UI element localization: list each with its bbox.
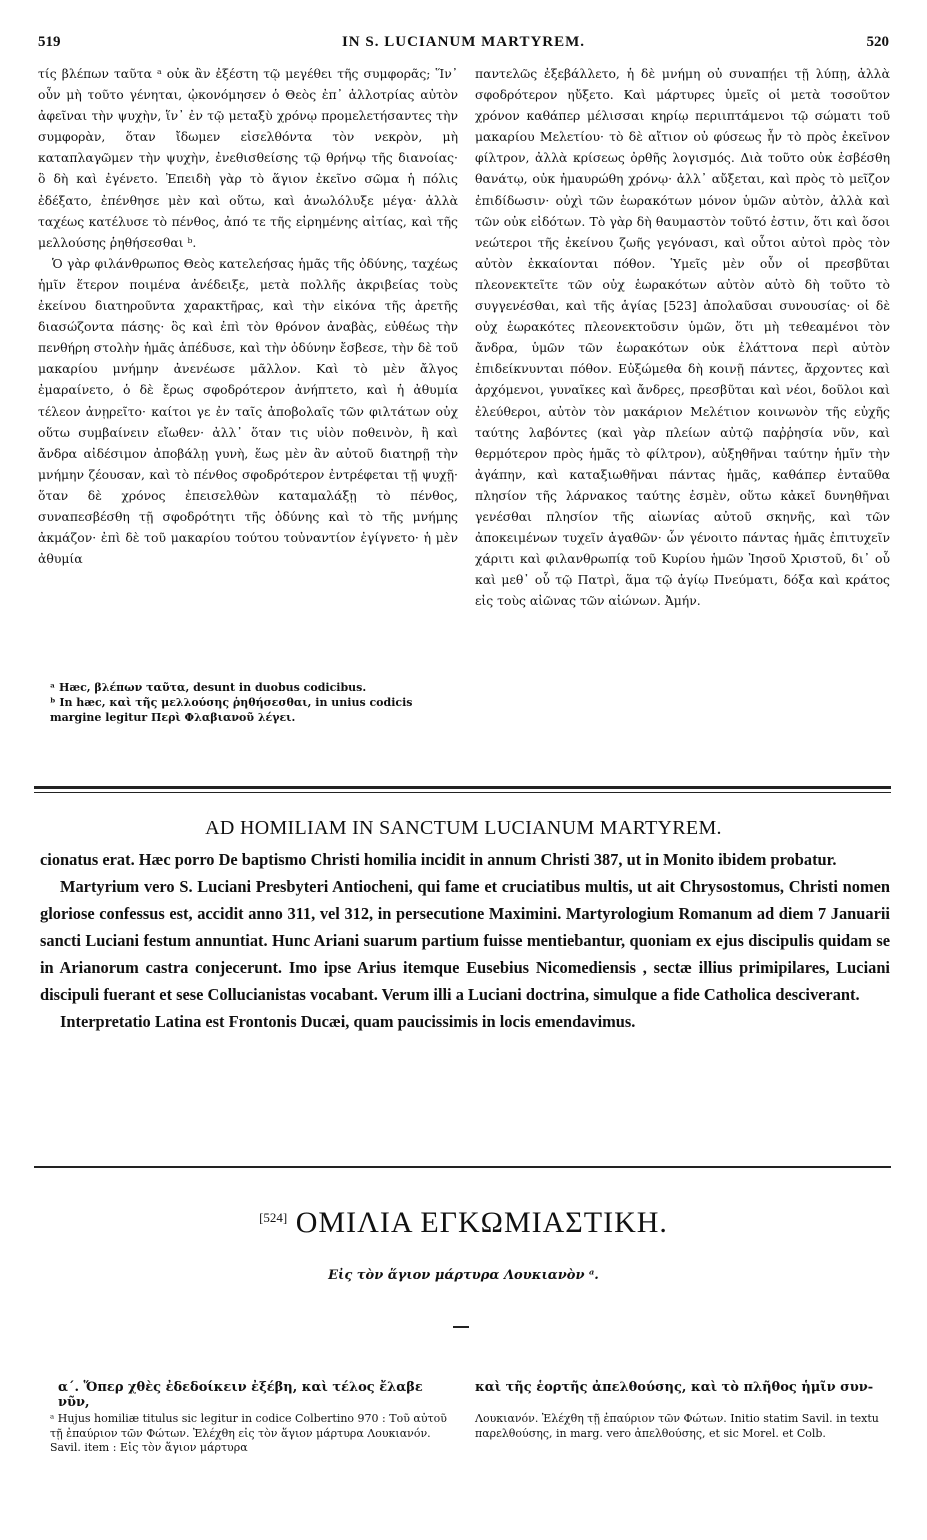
section-divider-thin [34,792,891,793]
right-greek-column [475,63,890,611]
monitum-title: AD HOMILIAM IN SANCTUM LUCIANUM MARTYREM. [205,817,722,839]
homily-footnote-left [50,1412,460,1456]
homily-footnote-a-cont: Λουκιανόν. Ἐλέχθη τῇ ἐπαύριον τῶν Φώτων. Initio statim Savil. in textu παρελθούσης, in marg. vero ἀπελθούσης, et sic Morel. et Colb. [475,1412,879,1440]
homily-title: ΟΜΙΛΙΑ ΕΓΚΩΜΙΑΣΤΙΚΗ. [295,1206,668,1239]
running-title: IN S. LUCIANUM MARTYREM. [341,34,586,50]
page-marker: [524] [259,1210,288,1225]
left-footnotes [50,680,455,725]
homily-footnote-right [475,1412,890,1441]
section-divider-thick [34,786,891,789]
left-greek-column [38,63,458,569]
footnote-b: ᵇ In hæc, καὶ τῆς μελλούσης ῥηθήσεσθαι, in unius codicis margine legitur Περὶ Φλαβιανοῦ λέγει. [50,696,413,724]
latin-paragraph-3: Interpretatio Latina est Frontonis Ducæi, quam paucissimis in locis emendavimus. [60,1012,636,1031]
footnote-a: ᵃ Hæc, βλέπων ταῦτα, desunt in duobus codicibus. [50,681,367,694]
page-number-left: 519 [38,34,61,50]
homily-footnote-a: ᵃ Hujus homiliæ titulus sic legitur in codice Colbertino 970 : Τοῦ αὐτοῦ τῇ ἐπαύριον τῶν Φώτων. Ἐλέχθη εἰς τὸν ἅγιον μάρτυρα Λουκιανόν. Savil. item : Εἰς τὸν ἅγιον μάρτυρα [50,1412,447,1454]
homily-subtitle: Εἰς τὸν ἅγιον μάρτυρα Λουκιανὸν ᵃ. [328,1268,599,1283]
page-number-right: 520 [866,34,889,50]
latin-monitum [40,846,890,1035]
homily-opening-right: καὶ τῆς ἑορτῆς ἀπελθούσης, καὶ τὸ πλῆθος ἡμῖν συν- [475,1380,874,1395]
greek-paragraph-3: παντελῶς ἐξεβάλλετο, ἡ δὲ μνήμη οὐ συναπῄει τῇ λύπῃ, ἀλλὰ σφοδρότερον ηὔξετο. Καὶ μάρτυρες ὑμεῖς οἱ μετὰ τοσοῦτον χρόνον καθάπερ μέλισσαι κηρίῳ περιιπτάμενοι τῷ σώματι τοῦ μακαρίου Μελετίου· τὸ δὲ αἴτιον οὐ φύσεως ἦν τὸ πρὸς ἐκεῖνον φίλτρον, ἀλλὰ κρίσεως ὀρθῆς λογισμός. Διὰ τοῦτο οὐκ ἐσβέσθη θανάτῳ, οὐκ ἠμαυρώθη χρόνῳ· ἀλλ᾽ αὔξεται, καὶ πρὸς τὸ μεῖζον ἐπιδίδωσιν· οὐχὶ τῶν ἑωρακότων μόνον ὑμῶν αὐτὸν, ἀλλὰ καὶ τῶν οὐκ εἰδότων. Τὸ γὰρ δὴ θαυμαστὸν τοῦτό ἐστιν, ὅτι καὶ ὅσοι νεώτεροι τῆς ἐκείνου ζωῆς γεγόνασι, καὶ οὗτοι αὐτοὶ πρὸς τὸν αὐτὸν ἐκκαίονται πόθον. Ὑμεῖς μὲν οὖν οἱ πρεσβῦται πλεονεκτεῖτε τῶν οὐχ ἑωρακότων αὐτὸν αὐτὸ δὴ τοῦτο τὸ συγγενέσθαι, καὶ τῆς ἁγίας [523] ἀπολαῦσαι συνουσίας· οἱ δὲ οὐχ ἑωρακότες πλεονεκτοῦσιν ὑμῶν, ὅτι μὴ τεθεαμένοι τὸν ἄνδρα, ὑμῶν τῶν ἑωρακότων οὐκ ἐλάττονα περὶ αὐτὸν ἐπιδείκνυνται πόθον. Εὐξώμεθα δὴ κοινῇ πάντες, ἄρχοντες καὶ ἀρχόμενοι, γυναῖκες καὶ ἄνδρες, πρεσβῦται καὶ νέοι, δοῦλοι καὶ ἐλεύθεροι, αὐτὸν τὸν μακάριον Μελέτιον κοινωνὸν τῆς εὐχῆς ταύτης λαβόντες (καὶ γὰρ πλείων αὐτῷ παῤῥησία νῦν, καὶ θερμότερον πρὸς ἡμᾶς τὸ φίλτρον), αὐξηθῆναι ταύτην ἡμῖν τὴν ἀγάπην, καὶ καταξιωθῆναι πάντας ἡμᾶς, καθάπερ ἐνταῦθα πλησίον τῆς λάρνακος ταύτης ἐσμὲν, οὕτω κἀκεῖ δυνηθῆναι γενέσθαι πλησίον τῆς αἰωνίας αὐτοῦ σκηνῆς, καὶ τῶν ἀποκειμένων τυχεῖν ἀγαθῶν· ὧν γένοιτο πάντας ἡμᾶς ἐπιτυχεῖν χάριτι καὶ φιλανθρωπίᾳ τοῦ Κυρίου ἡμῶν Ἰησοῦ Χριστοῦ, δι᾽ οὗ καὶ μεθ᾽ οὗ τῷ Πατρὶ, ἅμα τῷ ἁγίῳ Πνεύματι, δόξα καὶ κράτος εἰς τοὺς αἰῶνας τῶν αἰώνων. Ἀμήν. [475,66,890,609]
homily-opening-left: α΄. Ὅπερ χθὲς ἐδεδοίκειν ἐξέβη, καὶ τέλος ἔλαβε νῦν, [58,1380,423,1410]
running-header [38,34,889,54]
homily-title-block [0,1206,927,1240]
latin-paragraph-2: Martyrium vero S. Luciani Presbyteri Antiocheni, qui fame et cruciatibus multis, ut ait Chrysostomus, Christi nomen gloriose confessus est, accidit anno 311, vel 312, in persecutione Maximini. Martyrologium Romanum ad diem 7 Januarii sancti Luciani festum annuntiat. Hunc Ariani suarum partium fuisse mentiebantur, quoniam ex ejus discipulis quidam se in Arianorum castra conjecerunt. Imo ipse Arius itemque Eusebius Nicomediensis , sectæ illius primipilares, Luciani discipuli fuerant et sese Collucianistas vocabant. Verum illi a Luciani doctrina, simulque a fide Catholica desciverant. [40,877,890,1004]
ornamental-dash [453,1326,469,1328]
homily-divider [34,1166,891,1168]
greek-paragraph-2: Ὁ γὰρ φιλάνθρωπος Θεὸς κατελεήσας ἡμᾶς τῆς ὀδύνης, ταχέως ἡμῖν ἕτερον ποιμένα ἀνέδειξε, μετὰ πολλῆς ἀκριβείας τοὺς ἐκείνου διατηροῦντα χαρακτῆρας, καὶ τὴν εἰκόνα τῆς ἀρετῆς διασώζοντα πάσης· ὃς καὶ ἐπὶ τὸν θρόνον ἀναβὰς, εὐθέως τὴν πενθήρη στολὴν ἡμᾶς ἀπέδυσε, καὶ τὴν ὀδύνην ἔσβεσε, τὴν δὲ τοῦ μακαρίου μνήμην ἀνενέωσε μᾶλλον. Καὶ τὸ μὲν ἄλγος ἐμαραίνετο, ὁ δὲ ἔρως σφοδρότερον ἀνήπτετο, καὶ ἡ ἀθυμία τέλεον ἀνῃρεῖτο· καίτοι γε ἐν ταῖς ἀποβολαῖς τῶν φιλτάτων οὐχ οὕτω συμβαίνειν εἴωθεν· ἀλλ᾽ ὅταν τις υἱὸν ποθεινὸν, ἢ καὶ ἄνδρα αἰδέσιμον ἀποβάλῃ γυνὴ, ἕως μὲν ἂν αὐτοῦ διατηρῇ τὴν μνήμην ζέουσαν, καὶ τὸ πένθος σφοδρότερον ἐντρέφεται τῇ ψυχῇ· ὅταν δὲ χρόνος ἐπεισελθὼν καταμαλάξῃ τὸ πένθος, συναπεσβέσθη τῇ σφοδρότητι τῆς ὀδύνης καὶ τὸ τῆς μνήμης ἀκμάζον· ἐπὶ δὲ τοῦ μακαρίου τούτου τοὐναντίον ἐγίγνετο· ἡ μὲν ἀθυμία [38,255,458,567]
greek-paragraph-1: τίς βλέπων ταῦτα ᵃ οὐκ ἂν ἐξέστη τῷ μεγέθει τῆς συμφορᾶς; Ἵν᾽ οὖν μὴ τοῦτο γένηται, ᾠκονόμησεν ὁ Θεὸς ἐπ᾽ ἀλλοτρίας αὐτὸν ἀφεῖναι τὴν ψυχὴν, ἵν᾽ ἐν τῷ μεταξὺ χρόνῳ προμελετήσαντες τὴν συμφορὰν, ὅταν ἴδωμεν εἰσελθόντα τὸν νεκρὸν, μὴ καταπλαγῶμεν τὴν ψυχὴν, ἐνεθισθείσης τῷ θρήνῳ τῆς διανοίας· ὃ δὴ καὶ ἐγένετο. Ἐπειδὴ γὰρ τὸ ἅγιον ἐκεῖνο σῶμα ἡ πόλις ἐδέξατο, ἐπένθησε μὲν καὶ οὕτω, καὶ ἀνωλόλυξε μέγα· ἀλλὰ ταχέως κατέλυσε τὸ πένθος, ἀπό τε τῆς εἰρημένης αἰτίας, καὶ τῆς μελλούσης ῥηθήσεσθαι ᵇ. [38,66,458,250]
latin-paragraph-1: cionatus erat. Hæc porro De baptismo Christi homilia incidit in annum Christi 387, ut in Monito ibidem probatur. [40,850,837,869]
